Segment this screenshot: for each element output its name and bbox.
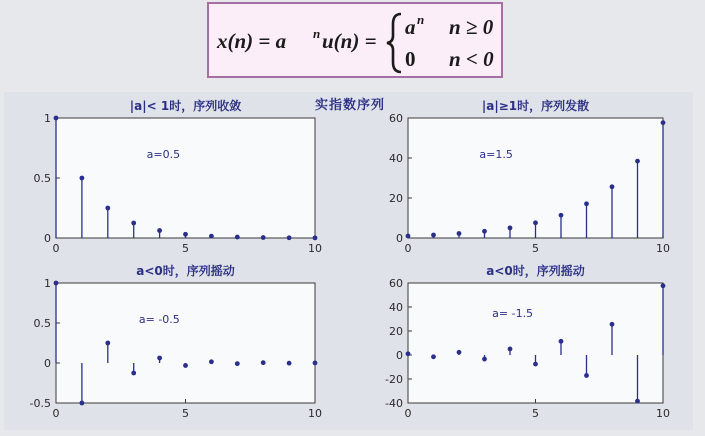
plot-area	[408, 283, 663, 403]
y-tick-label: 1	[44, 112, 51, 125]
stem-marker	[105, 341, 110, 346]
stem-marker	[54, 116, 59, 121]
stem-marker	[157, 356, 162, 361]
stem-marker	[661, 283, 666, 288]
stem-marker	[508, 225, 513, 230]
stem-marker	[457, 231, 462, 236]
plot-area	[408, 118, 663, 238]
stem-marker	[661, 120, 666, 125]
x-tick-label: 10	[656, 407, 670, 420]
stem-marker	[261, 360, 266, 365]
chart-annotation: a= -1.5	[492, 307, 534, 320]
stem-marker	[610, 322, 615, 327]
stem-marker	[406, 351, 411, 356]
x-tick-label: 5	[182, 242, 189, 255]
chart-annotation: a= -0.5	[138, 313, 180, 326]
y-tick-label: 1	[44, 277, 51, 290]
stem-marker	[131, 221, 136, 226]
stem-marker	[431, 354, 436, 359]
figure-main-title: 实指数序列	[314, 98, 385, 113]
y-tick-label: 0	[396, 349, 403, 362]
x-tick-label: 0	[52, 242, 60, 255]
stem-marker	[635, 399, 640, 404]
chart-1	[34, 98, 323, 255]
formula-lhs-tail: u(n) =	[322, 29, 377, 53]
stem-marker	[533, 362, 538, 367]
stem-marker	[157, 228, 162, 233]
x-tick-label: 0	[404, 242, 412, 255]
stem-marker	[80, 176, 85, 181]
stem-marker	[431, 233, 436, 238]
stem-marker	[287, 235, 292, 240]
y-tick-label: 20	[389, 192, 403, 205]
stem-marker	[457, 350, 462, 355]
y-tick-label: -0.5	[29, 397, 51, 410]
x-tick-label: 5	[532, 242, 539, 255]
formula-case1-value: a	[405, 15, 416, 39]
y-tick-label: 0	[44, 357, 51, 370]
stem-marker	[559, 339, 564, 344]
stem-marker	[209, 359, 214, 364]
x-tick-label: 0	[52, 407, 60, 420]
stem-marker	[54, 281, 59, 286]
formula-lhs-exponent: n	[313, 26, 321, 41]
stem-marker	[261, 235, 266, 240]
stem-marker	[183, 232, 188, 237]
stem-marker	[584, 373, 589, 378]
stem-marker	[209, 234, 214, 239]
y-tick-label: 20	[389, 325, 403, 338]
x-tick-label: 10	[308, 407, 322, 420]
stem-marker	[508, 347, 513, 352]
stem-marker	[559, 213, 564, 218]
x-tick-label: 10	[656, 242, 670, 255]
stem-marker	[584, 201, 589, 206]
x-tick-label: 5	[182, 407, 189, 420]
stem-marker	[635, 159, 640, 164]
stem-marker	[131, 371, 136, 376]
formula-case2-condition: n < 0	[449, 47, 494, 71]
stem-marker	[183, 363, 188, 368]
y-tick-label: 0.5	[33, 172, 51, 185]
formula-case2-value: 0	[405, 47, 416, 71]
stem-marker	[313, 361, 318, 366]
y-tick-label: 0	[396, 232, 403, 245]
stem-marker	[406, 234, 411, 239]
plot-area	[56, 283, 315, 403]
stem-marker	[482, 357, 487, 362]
chart-2	[389, 98, 670, 255]
stem-marker	[610, 184, 615, 189]
y-tick-label: 0.5	[33, 317, 51, 330]
y-tick-label: -40	[385, 397, 403, 410]
chart-title: |a|≥1时，序列发散	[481, 99, 590, 113]
stem-marker	[533, 220, 538, 225]
x-tick-label: 0	[404, 407, 412, 420]
y-tick-label: 60	[389, 277, 403, 290]
y-tick-label: 60	[389, 112, 403, 125]
chart-title: |a|< 1时，序列收敛	[129, 99, 242, 113]
chart-title: a<0时，序列摇动	[486, 264, 585, 278]
chart-4	[385, 263, 670, 420]
x-tick-label: 5	[532, 407, 539, 420]
y-tick-label: 40	[389, 152, 403, 165]
chart-annotation: a=0.5	[146, 148, 181, 161]
stem-marker	[482, 229, 487, 234]
stem-marker	[80, 401, 85, 406]
formula-case1-condition: n ≥ 0	[449, 15, 494, 39]
y-tick-label: 40	[389, 301, 403, 314]
y-tick-label: -20	[385, 373, 403, 386]
stem-marker	[235, 361, 240, 366]
chart-annotation: a=1.5	[479, 148, 513, 161]
formula-lhs: x(n) = a	[217, 29, 287, 53]
stem-marker	[105, 206, 110, 211]
stem-marker	[235, 235, 240, 240]
chart-title: a<0时，序列摇动	[136, 264, 235, 278]
stem-marker	[287, 361, 292, 366]
formula-case1-exponent: n	[417, 12, 425, 27]
chart-3	[30, 263, 322, 420]
x-tick-label: 10	[308, 242, 322, 255]
plot-area	[56, 118, 315, 238]
stem-marker	[313, 235, 318, 240]
y-tick-label: 0	[44, 232, 51, 245]
